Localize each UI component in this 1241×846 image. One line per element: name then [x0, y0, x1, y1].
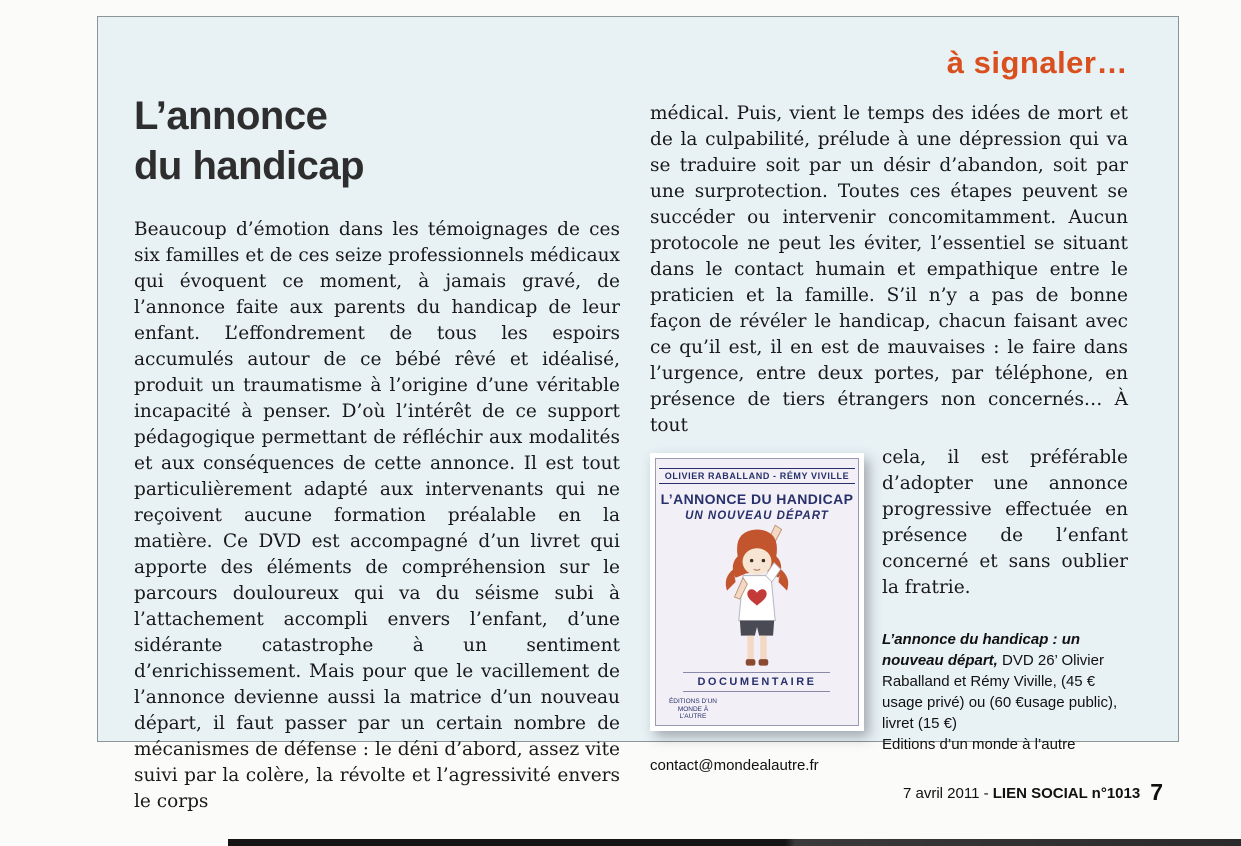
caption-details: DVD 26’ Olivier Raballand et Rémy Viville, (45 € usage privé) ou (60 €usage public), livret (15 €) [881, 652, 1118, 732]
dvd-cover-inner [655, 458, 859, 726]
footer-date: 7 avril 2011 - [903, 785, 993, 802]
caption-publisher: Editions d’un monde à l’autre [881, 736, 1076, 753]
article-title-line2: du handicap [134, 144, 365, 188]
dvd-subtitle: UN NOUVEAU DÉPART [685, 510, 829, 522]
dvd-publisher-logo: ÉDITIONS D’UN MONDE À L’AUTRE [668, 698, 717, 720]
body-text-wrap: cela, il est préférable d’adopter une annonce progressive effectuée en présence de l’enfant concerné et sans oublier la fratrie. [881, 447, 1128, 598]
dvd-cover [650, 453, 864, 731]
child-drawing-icon [702, 522, 812, 672]
article-title-line1: L’annonce [134, 94, 328, 138]
footer-page-number: 7 [1150, 779, 1163, 805]
dvd-illustration [664, 522, 850, 672]
left-column [134, 85, 620, 815]
dvd-authors: OLIVIER RABALLAND - RÉMY VIVILLE [659, 468, 856, 484]
body-text-right: médical. Puis, vient le temps des idées de mort et de la culpabilité, prélude à une dépression qui va se traduire soit par un désir d’abandon, soit par une surprotection. Toutes ces étapes peuvent se succéder ou intervenir concomitamment. Aucun protocole ne peut les éviter, l’essentiel se situant dans le contact humain et empathique entre le praticien et la famille. S’il n’y a pas de bonne façon de révéler le handicap, chacun faisant avec ce qu’il est, il en est de mauvaises : le faire dans l’urgence, entre deux portes, par téléphone, en présence de tiers étrangers non concernés… À tout [649, 103, 1128, 436]
dvd-genre: DOCUMENTAIRE [683, 672, 830, 692]
scan-edge-artifact [228, 839, 1241, 846]
page-footer [903, 779, 1163, 806]
caption-email: contact@mondealautre.fr [649, 757, 819, 774]
wrap-zone [650, 445, 1128, 776]
footer-magazine-name: LIEN SOCIAL n°1013 [992, 785, 1141, 802]
right-column [650, 85, 1128, 815]
section-label: à signaler… [946, 45, 1128, 80]
body-text-left: Beaucoup d’émotion dans les témoignages de ces six familles et de ces seize professionnels médicaux qui évoquent ce moment, à jamais gravé, de l’annonce faite aux parents du handicap de leur enfant. L’effondrement de tous les espoirs accumulés autour de ce bébé rêvé et idéalisé, produit un traumatisme à l’origine d’une véritable incapacité à penser. D’où l’intérêt de ce support pédagogique permettant de réfléchir aux modalités et aux conséquences de cette annonce. Il est tout particulièrement adapté aux intervenants qui ne reçoivent aucune formation préalable en la matière. Ce DVD est accompagné d’un livret qui apporte des éléments de compréhension sur le parcours douloureux qui va du séisme subi à l’attachement accompli envers l’enfant, d’une sidérante catastrophe à un sentiment d’enrichissement. Mais pour que le vacillement de l’annonce devienne aussi la matrice d’un nouveau départ, il faut passer par un certain nombre de mécanismes de défense : le déni d’abord, assez vite suivi par la colère, la révolte et l’agressivité envers le corps [134, 219, 620, 812]
article-title [134, 91, 620, 191]
caption-title: L’annonce du handicap : un nouveau départ, [881, 631, 1081, 669]
article-columns [134, 85, 1128, 815]
dvd-title: L’ANNONCE DU HANDICAP [660, 491, 854, 507]
